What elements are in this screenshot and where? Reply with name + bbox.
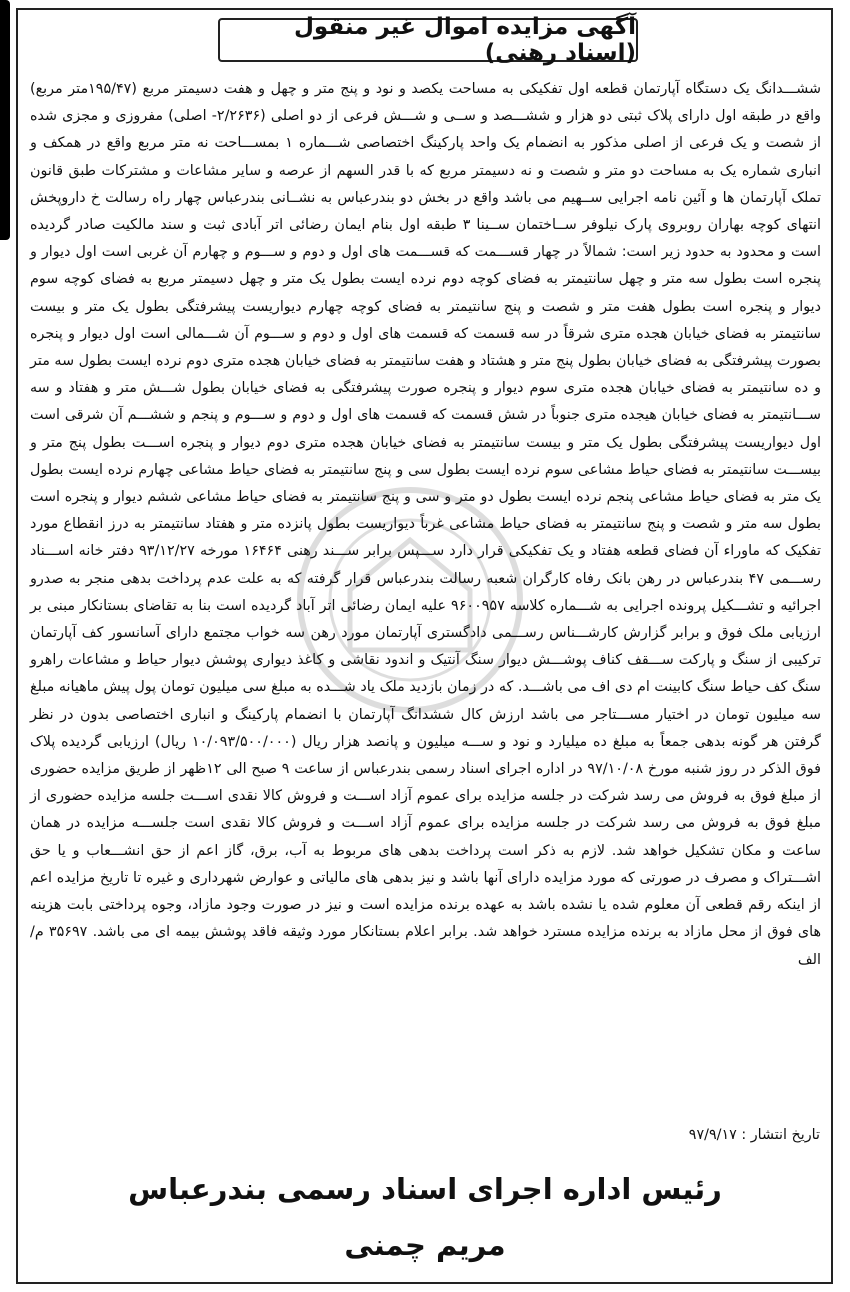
signature-name: مریم چمنی: [344, 1228, 506, 1262]
publish-date: تاریخ انتشار : ۹۷/۹/۱۷: [688, 1127, 820, 1143]
notice-body: ششـــدانگ یک دستگاه آپارتمان قطعه اول تفکیکی به مساحت یکصد و نود و پنج متر و چهل و هفت دسیمتر مربع (۱۹۵/۴۷متر مربع) واقع در طبقه اول دارای پلاک ثبتی دو هزار و ششـــصد و ســی و شـــش فرعی از دو اصلی (۲/۲۶۳۶- اصلی) مفروزی و مجزی شده از شصت و یک فرعی از اصلی مذکور به انضمام یک واحد پارکینگ اختصاصی شـــماره ۱ بمســـاحت نه متر مربع واقع در همکف و انباری شماره یک به مساحت دو متر و شصت و نه دسیمتر مربع که با قدر السهم از عرصه و سایر مشاعات و مشترکات طبق قانون تملک آپارتمان ها و آئین نامه اجرایی ســهیم می باشد واقع در بخش دو بندرعباس به نشــانی بندرعباس چهار راه رسالت خ داروپخش انتهای کوچه بهاران روبروی پارک نیلوفر ســاختمان ســینا ۳ طبقه اول بنام ایمان رضائی اتر آبادی ثبت و سند مالکیت صادر گردیده است و محدود به حدود زیر است: شمالاً در چهار قســـمت که قســـمت های اول و دوم و ســـوم و چهارم آن غربی است اول دیوار و پنجره است بطول سه متر و چهل سانتیمتر به فضای کوچه دوم نرده ایست بطول یک متر و چهل دسیمتر مربع به فضای کوچه سوم دیوار و پنجره است بطول هفت متر و شصت و پنج سانتیمتر به فضای کوچه چهارم دیواریست پیشرفتگی بطول یک متر و بیست سانتیمتر به فضای خیابان هجده متری شرقاً در سه قسمت که قسمت های اول و دوم و ســـوم آن شـــمالی است اول دیوار و پنجره بصورت پیشرفتگی به فضای خیابان بطول پنج متر و هشتاد و هفت سانتیمتر به فضای خیابان هجده متری دوم نرده ایست بطول سه متر و ده سانتیمتر به فضای خیابان هجده متری سوم دیوار و پنجره صورت پیشرفتگی به فضای خیابان بطول شـــش متر و هفتاد و سه ســـانتیمتر به فضای خیابان هیجده متری جنوباً در شش قسمت که قسمت های اول و دوم و ســـوم و پنجم و ششـــم آن شرقی است اول دیواریست پیشرفتگی بطول یک متر و بیست سانتیمتر به فضای خیابان هجده متری دوم دیوار و پنجره اســـت بطول پنج متر و بیســـت سانتیمتر به فضای حیاط مشاعی سوم نرده ایست بطول سی و پنج سانتیمتر به فضای حیاط مشاعی چهارم نرده ایست بطول یک متر به فضای حیاط مشاعی پنجم نرده ایست بطول دو متر و سی و پنج سانتیمتر به فضای حیاط مشاعی ششم دیوار و پنجره است بطول سه متر و شصت و پنج سانتیمتر به فضای حیاط مشاعی غرباً دیواریست بطول پانزده متر و هفتاد سانتیمتر به درز انقطاع مورد تفکیک که ماوراء آن فضای قطعه هفتاد و یک تفکیکی قرار دارد ســـپس برابر ســـند رهنی ۱۶۴۶۴ مورخه ۹۳/۱۲/۲۷ دفتر خانه اســـناد رســـمی ۴۷ بندرعباس در رهن بانک رفاه کارگران شعبه رسالت بندرعباس قرار گرفته که به علت عدم پرداخت بدهی منجر به صدرو اجرائیه و تشـــکیل پرونده اجرایی به شـــماره کلاسه ۹۶۰۰۹۵۷ علیه ایمان رضائی اتر آباد گردیده است بنا به تقاضای بستانکار مبنی بر ارزیابی ملک فوق و برابر گزارش کارشـــناس رســـمی دادگستری آپارتمان مورد رهن سه خواب مجتمع دارای آسانسور کف آپارتمان ترکیبی از سنگ و پارکت ســـقف کناف پوشـــش دیوار سنگ آنتیک و اندود نقاشی و کاغذ دیواری پوشش دیوار حیاط و مشاعات راهرو سنگ کف حیاط سنگ کابینت ام دی اف می باشـــد. که در زمان بازدید ملک یاد شـــده به مبلغ سی میلیون تومان پول پیش ماهیانه مبلغ سه میلیون تومان در اختیار مســـتاجر می باشد ارزش کال ششدانگ آپارتمان با انضمام پارکینگ و انباری اختصاصی بدون در نظر گرفتن هر گونه بدهی جمعاً به مبلغ ده میلیارد و نود و ســـه میلیون و پانصد هزار ریال (۱۰/۰۹۳/۵۰۰/۰۰۰ ریال) ارزیابی گردیده پلاک فوق الذکر در روز شنبه مورخ ۹۷/۱۰/۰۸ در اداره اجرای اسناد رسمی بندرعباس از ساعت ۹ صبح الی ۱۲ظهر از طریق مزایده حضوری از مبلغ فوق به فروش می رسد شرکت در جلسه مزایده برای عموم آزاد اســـت و فروش کالا نقدی اســـت جلسه مزایده حضوری از مبلغ فوق به فروش می رسد شرکت در جلسه مزایده برای عموم آزاد اســـت و فروش کالا نقدی است جلســـه مزایده در همان ساعت و مکان تشکیل خواهد شد. لازم به ذکر است پرداخت بدهی های مربوط به آب، برق، گاز اعم از حق انشـــعاب و یا حق اشـــتراک و مصرف در صورتی که مورد مزایده دارای آنها باشد و نیز بدهی های مالیاتی و عوارض شهرداری و غیره تا تاریخ مزایده اعم از اینکه رقم قطعی آن معلوم شده یا نشده باشد به عهده برنده مزایده است و نیز در صورت وجود مازاد، وجوه پرداختی بابت هزینه های فوق از محل مازاد به برنده مزایده مسترد خواهد شد. برابر اعلام بستانکار مورد وثیقه فاقد پوشش بیمه ای می باشد. ۳۵۶۹۷ م/ الف: [30, 81, 822, 968]
page-edge-bar: [0, 0, 10, 240]
notice-title: آگهی مزایده اموال غیر منقول (اسناد رهنی): [293, 14, 636, 66]
notice-title-box: [218, 14, 638, 66]
signature-title: رئیس اداره اجرای اسناد رسمی بندرعباس: [128, 1172, 722, 1206]
